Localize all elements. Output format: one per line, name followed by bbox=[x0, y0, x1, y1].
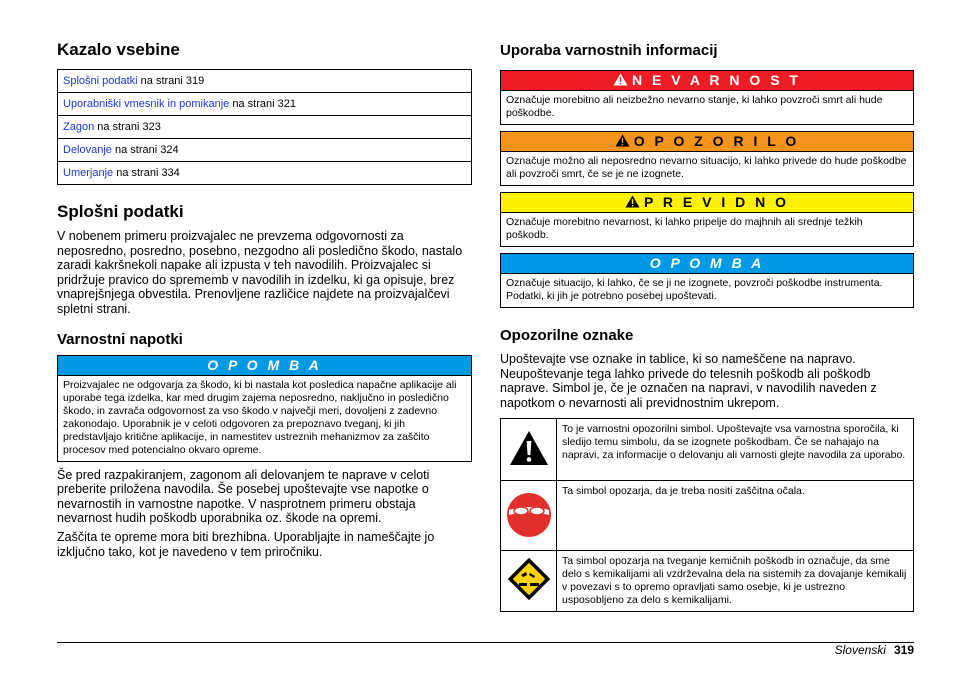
safety-paragraph-2: Zaščita te opreme mora biti brezhibna. Uporabljajte in nameščajte jo izključno tako, kot je navedeno v tem priročniku. bbox=[57, 529, 435, 559]
symbol-desc: To je varnostni opozorilni simbol. Upoštevajte vsa varnostna sporočila, ki sledijo temu simbolu, da se izognete poškodbam. Če se nahajajo na napravi, za informacije o delovanju ali varnosti glejte navodila za uporabo. bbox=[557, 419, 914, 481]
left-column bbox=[57, 38, 472, 559]
caution-label: P R E V I D N O bbox=[501, 193, 913, 213]
labels-title: Opozorilne oznake bbox=[500, 327, 634, 344]
toc-page-ref: na strani 321 bbox=[229, 97, 296, 110]
safety-paragraph-1: Še pred razpakiranjem, zagonom ali delovanjem te naprave v celoti preberite priložena navodila. Še posebej upoštevajte vse napotke o nevarnostih in varnostne napotke. V nasprotnem primeru obstaja nevarnost hudih poškodb uporabnika oz. škode na opremi. bbox=[57, 467, 430, 526]
symbol-row bbox=[501, 481, 914, 551]
toc-page-ref: na strani 324 bbox=[111, 143, 179, 156]
toc-link-startup[interactable]: Zagon bbox=[63, 120, 95, 133]
chemical-hazard-icon bbox=[501, 551, 557, 612]
warning-icon bbox=[625, 195, 640, 208]
safety-glasses-icon bbox=[501, 481, 557, 551]
note-text: Proizvajalec ne odgovarja za škodo, ki bi nastala kot posledica napačne aplikacije ali uporabe tega izdelka, kar med drugim zajema neposredno, naključno in posledično škodo, in zavrača odgovornost za vso škodo v največji meri, dovoljeni z zadevno zakonodajo. Uporabnik je v celoti odgovoren za prepoznavo tveganj, ki jih predstavljajo kritične aplikacije, in namestitev ustreznih mehanizmov za zaščito procesov med potencialno okvaro opreme. bbox=[63, 378, 457, 456]
right-column bbox=[500, 38, 914, 612]
hazard-title: Uporaba varnostnih informacij bbox=[500, 42, 718, 59]
toc-row bbox=[58, 116, 472, 139]
symbol-desc: Ta simbol opozarja na tveganje kemičnih poškodb in označuje, da sme delo s kemikalijami ali vzdrževalna dela na sistemih za dovajanje kemikalij v povezavi s to opremo opravljati samo osebje, ki je ustrezno usposobljeno za delo s kemikalijami. bbox=[557, 551, 914, 612]
caution-text: Označuje morebitno nevarnost, ki lahko pripelje do majhnih ali srednje težkih poškodb. bbox=[506, 216, 863, 241]
warning-triangle-icon bbox=[501, 419, 557, 481]
warning-text: Označuje možno ali neposredno nevarno situacijo, ki lahko privede do hude poškodbe ali povzroči smrt, če se je ne izognete. bbox=[506, 155, 907, 180]
note-label: O P O M B A bbox=[58, 356, 471, 376]
general-paragraph: V nobenem primeru proizvajalec ne prevzema odgovornosti za neposredno, posredno, posebno, nezgodno ali posledično škodo, nastalo zaradi kakršnekoli napake ali izpusta v teh navodilih. Proizvajalec si pridržuje pravico do sprememb v navodilih in izdelku, ki ga opisuje, brez vnaprejšnjega obvestila. Prenovljene različice najdete na proizvajalčevi spletni strani. bbox=[57, 229, 463, 316]
toc-row bbox=[58, 139, 472, 162]
symbol-row bbox=[501, 551, 914, 612]
warning-box bbox=[500, 131, 914, 186]
notice-text: Označuje situacijo, ki lahko, če se ji ne izognete, povzroči poškodbe instrumenta. Podatki, ki jih je potrebno posebej upoštevati. bbox=[506, 277, 883, 302]
toc-page-ref: na strani 334 bbox=[113, 166, 180, 179]
notice-label: O P O M B A bbox=[501, 254, 913, 274]
labels-paragraph: Upoštevajte vse oznake in tablice, ki so nameščene na napravo. Neupoštevanje tega lahko privede do telesnih poškodb ali poškodb naprave. Simbol je, če je označen na napravi, v navodilih naveden z napotkom o nevarnosti ali previdnostnim ukrepom. bbox=[500, 352, 877, 410]
toc-row bbox=[58, 70, 472, 93]
footer-language: Slovenski bbox=[834, 643, 886, 657]
toc-row bbox=[58, 93, 472, 116]
symbol-table bbox=[500, 418, 914, 612]
toc-page-ref: na strani 319 bbox=[137, 74, 205, 87]
caution-box bbox=[500, 192, 914, 247]
toc-link-interface[interactable]: Uporabniški vmesnik in pomikanje bbox=[63, 97, 230, 110]
danger-text: Označuje morebitno ali neizbežno nevarno stanje, ki lahko povzroči smrt ali hude poškodbe. bbox=[506, 94, 883, 119]
page-number: 319 bbox=[893, 643, 914, 657]
safety-title: Varnostni napotki bbox=[57, 330, 183, 348]
toc-title: Kazalo vsebine bbox=[57, 40, 180, 59]
footer-divider bbox=[57, 642, 914, 643]
toc-link-general[interactable]: Splošni podatki bbox=[63, 74, 138, 87]
note-box bbox=[57, 355, 472, 462]
notice-box bbox=[500, 253, 914, 308]
symbol-desc: Ta simbol opozarja, da je treba nositi zaščitna očala. bbox=[557, 481, 914, 551]
warning-icon bbox=[615, 134, 630, 147]
toc-link-calibration[interactable]: Umerjanje bbox=[63, 166, 114, 179]
toc-table bbox=[57, 69, 472, 185]
toc-row bbox=[58, 162, 472, 185]
danger-box bbox=[500, 70, 914, 125]
toc-link-operation[interactable]: Delovanje bbox=[63, 143, 112, 156]
danger-label: N E V A R N O S T bbox=[501, 71, 913, 91]
warning-icon bbox=[613, 73, 628, 86]
footer bbox=[835, 643, 914, 657]
symbol-row bbox=[501, 419, 914, 481]
toc-page-ref: na strani 323 bbox=[94, 120, 161, 133]
general-title: Splošni podatki bbox=[57, 202, 184, 221]
warning-label: O P O Z O R I L O bbox=[501, 132, 913, 152]
